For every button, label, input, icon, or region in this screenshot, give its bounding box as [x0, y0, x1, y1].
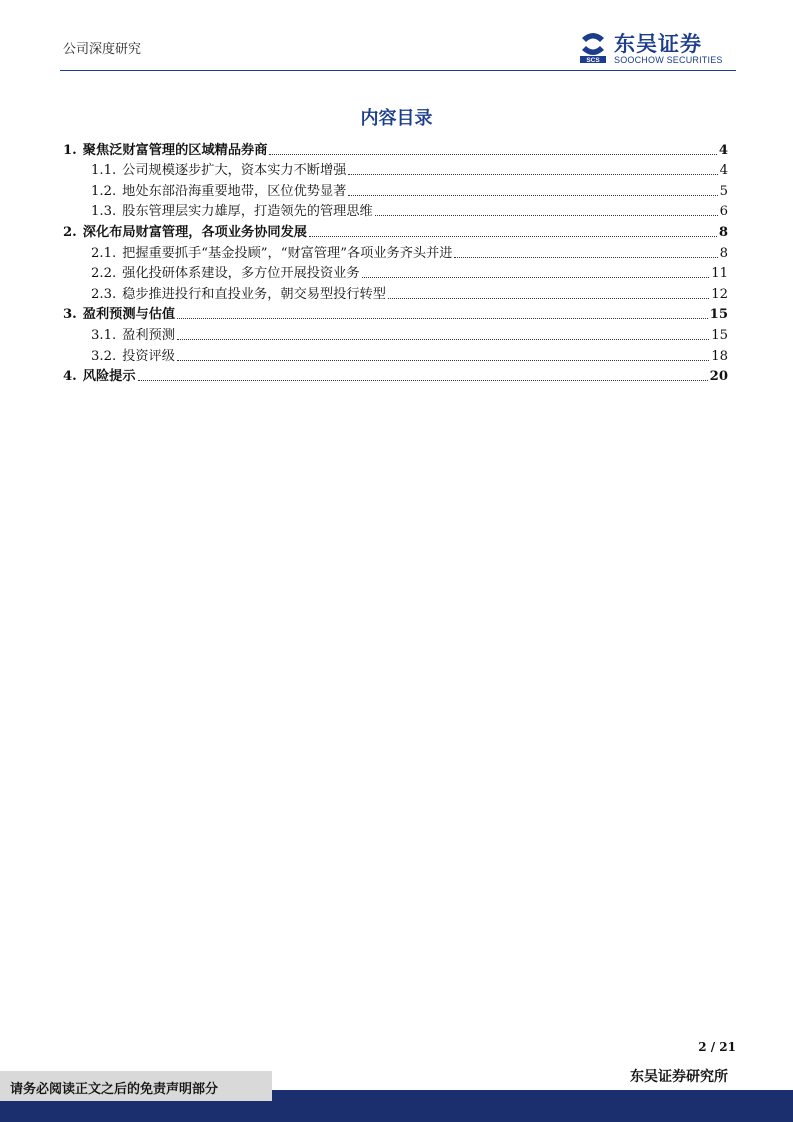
- toc-title: 内容目录: [360, 108, 433, 129]
- toc-entry-page: 8: [719, 245, 728, 261]
- toc-entry-text: 把握重要抓手“基金投顾”，“财富管理”各项业务齐头并进: [122, 245, 453, 261]
- toc-entry[interactable]: [63, 367, 728, 388]
- toc-dot-leader: [177, 318, 708, 319]
- toc-entry-text: 投资评级: [122, 348, 175, 364]
- toc-entry-page: 11: [711, 266, 728, 282]
- table-of-contents: [63, 140, 728, 387]
- toc-entry[interactable]: [63, 181, 728, 202]
- toc-entry-number: 2.1.: [91, 245, 117, 261]
- toc-dot-leader: [348, 195, 717, 196]
- toc-entry-number: 1.: [63, 142, 77, 158]
- toc-dot-leader: [138, 380, 708, 381]
- toc-entry-page: 4: [718, 142, 728, 158]
- toc-entry-text: 风险提示: [82, 369, 136, 385]
- toc-entry-page: 15: [711, 327, 728, 343]
- toc-entry-text: 强化投研体系建设，多方位开展投资业务: [122, 266, 360, 282]
- toc-entry-page: 4: [719, 163, 728, 179]
- svg-text:SCS: SCS: [586, 57, 600, 64]
- toc-dot-leader: [362, 277, 710, 278]
- toc-entry[interactable]: [63, 325, 728, 346]
- toc-entry[interactable]: [63, 202, 728, 223]
- toc-dot-leader: [348, 174, 717, 175]
- toc-entry[interactable]: [63, 222, 728, 243]
- toc-entry[interactable]: [63, 161, 728, 182]
- doc-type-label: 公司深度研究: [63, 42, 142, 57]
- toc-entry-number: 3.: [63, 307, 77, 323]
- toc-entry-page: 5: [719, 183, 728, 199]
- toc-entry[interactable]: [63, 284, 728, 305]
- toc-entry-number: 4.: [63, 369, 77, 385]
- toc-entry-text: 聚焦泛财富管理的区域精品券商: [82, 142, 268, 158]
- logo-chinese-name: 东吴证券: [614, 32, 702, 56]
- toc-entry[interactable]: [63, 140, 728, 161]
- toc-dot-leader: [375, 215, 718, 216]
- toc-entry-number: 2.: [63, 224, 77, 240]
- toc-entry-number: 1.2.: [91, 183, 117, 199]
- toc-entry-page: 15: [709, 307, 728, 323]
- toc-entry-number: 2.3.: [91, 286, 117, 302]
- toc-entry-number: 3.2.: [91, 348, 117, 364]
- header-divider: [60, 70, 736, 71]
- toc-entry-page: 8: [718, 224, 728, 240]
- toc-entry[interactable]: [63, 243, 728, 264]
- toc-entry-text: 稳步推进投行和直投业务，朝交易型投行转型: [122, 286, 386, 302]
- toc-entry[interactable]: [63, 305, 728, 326]
- company-logo: [578, 28, 736, 66]
- toc-entry-text: 股东管理层实力雄厚，打造领先的管理思维: [122, 204, 373, 220]
- disclaimer-text: 请务必阅读正文之后的免责声明部分: [10, 1082, 219, 1097]
- logo-english-name: SOOCHOW SECURITIES: [614, 55, 723, 65]
- toc-entry[interactable]: [63, 264, 728, 285]
- toc-entry-page: 20: [709, 369, 728, 385]
- toc-dot-leader: [309, 236, 717, 237]
- toc-entry-text: 公司规模逐步扩大，资本实力不断增强: [122, 163, 347, 179]
- toc-dot-leader: [177, 339, 709, 340]
- toc-entry-number: 1.3.: [91, 204, 117, 220]
- toc-entry-text: 盈利预测: [122, 327, 175, 343]
- toc-dot-leader: [269, 154, 716, 155]
- toc-dot-leader: [177, 360, 709, 361]
- toc-entry-page: 12: [711, 286, 728, 302]
- scs-logo-icon: [578, 30, 608, 64]
- disclaimer-box: [0, 1071, 272, 1101]
- toc-entry-text: 地处东部沿海重要地带，区位优势显著: [122, 183, 347, 199]
- toc-entry-text: 深化布局财富管理，各项业务协同发展: [82, 224, 307, 240]
- toc-entry-number: 2.2.: [91, 266, 117, 282]
- institute-name: 东吴证券研究所: [630, 1069, 728, 1085]
- toc-entry[interactable]: [63, 346, 728, 367]
- toc-dot-leader: [388, 298, 709, 299]
- toc-entry-text: 盈利预测与估值: [82, 307, 176, 323]
- toc-entry-page: 6: [719, 204, 728, 220]
- toc-entry-number: 3.1.: [91, 327, 117, 343]
- page-indicator: 2 / 21: [698, 1040, 736, 1054]
- toc-entry-page: 18: [711, 348, 728, 364]
- toc-entry-number: 1.1.: [91, 163, 117, 179]
- toc-dot-leader: [454, 257, 717, 258]
